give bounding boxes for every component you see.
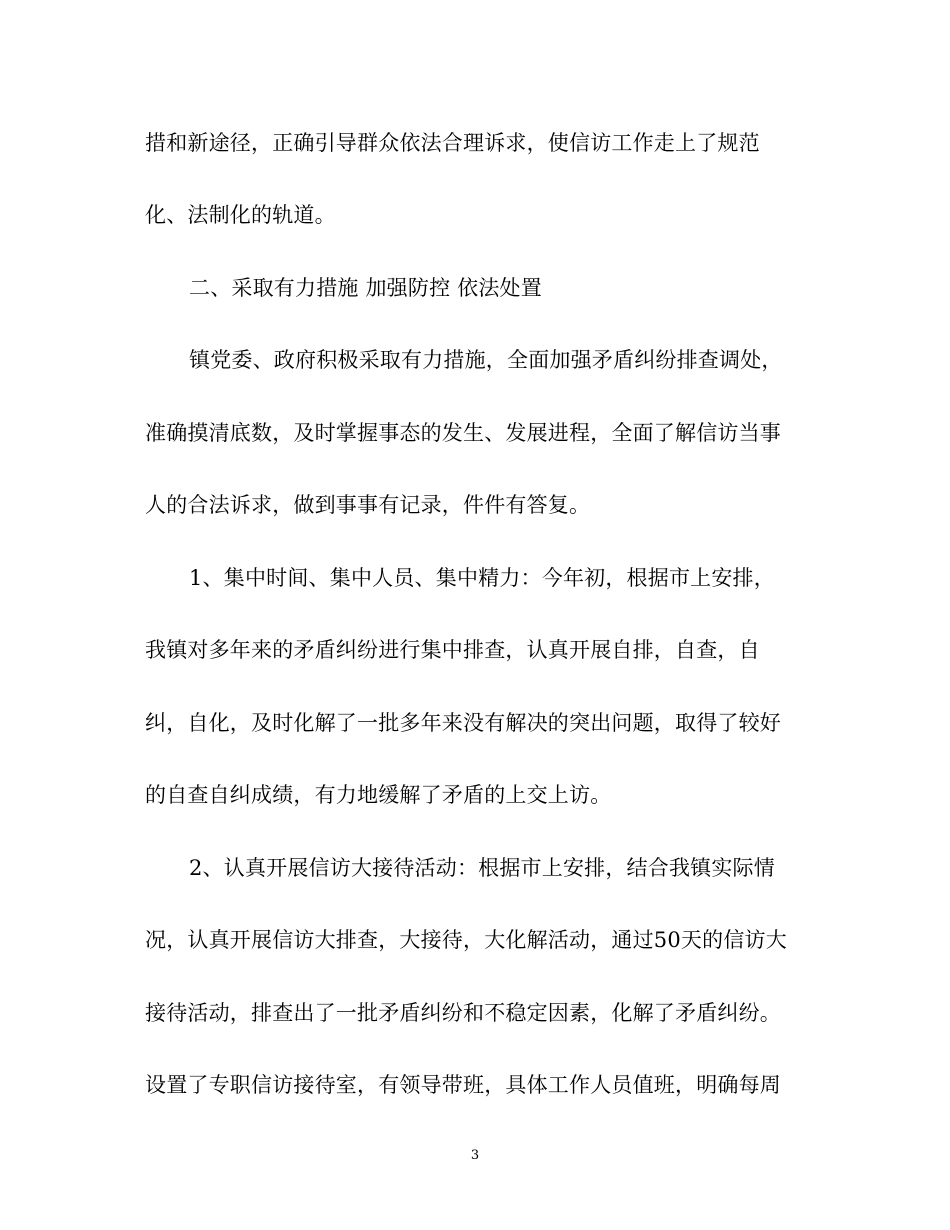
- body-text-line: 2、认真开展信访大接待活动：根据市上安排，结合我镇实际情: [189, 856, 775, 880]
- body-text-line: 镇党委、政府积极采取有力措施，全面加强矛盾纠纷排查调处，: [189, 348, 783, 372]
- body-text-line: 化、法制化的轨道。: [145, 203, 336, 227]
- body-text-line: 1、集中时间、集中人员、集中精力：今年初，根据市上安排，: [189, 566, 775, 590]
- body-text-line: 设置了专职信访接待室，有领导带班，具体工作人员值班，明确每周: [145, 1073, 781, 1097]
- body-text-line: 人的合法诉求，做到事事有记录，件件有答复。: [145, 493, 591, 517]
- page-number: 3: [470, 1148, 480, 1163]
- section-heading: 二、采取有力措施 加强防控 依法处置: [189, 276, 542, 300]
- body-text-line: 我镇对多年来的矛盾纠纷进行集中排查，认真开展自排，自查，自: [145, 638, 760, 662]
- body-text-line: 措和新途径，正确引导群众依法合理诉求，使信访工作走上了规范: [145, 131, 760, 155]
- body-text-line: 接待活动，排查出了一批矛盾纠纷和不稳定因素，化解了矛盾纠纷。: [145, 1001, 781, 1025]
- body-text-line: 准确摸清底数，及时掌握事态的发生、发展进程，全面了解信访当事: [145, 421, 781, 445]
- body-text-line: 况，认真开展信访大排查，大接待，大化解活动，通过50天的信访大: [145, 928, 787, 952]
- body-text-line: 的自查自纠成绩，有力地缓解了矛盾的上交上访。: [145, 783, 612, 807]
- body-text-line: 纠，自化，及时化解了一批多年来没有解决的突出问题，取得了较好: [145, 711, 781, 735]
